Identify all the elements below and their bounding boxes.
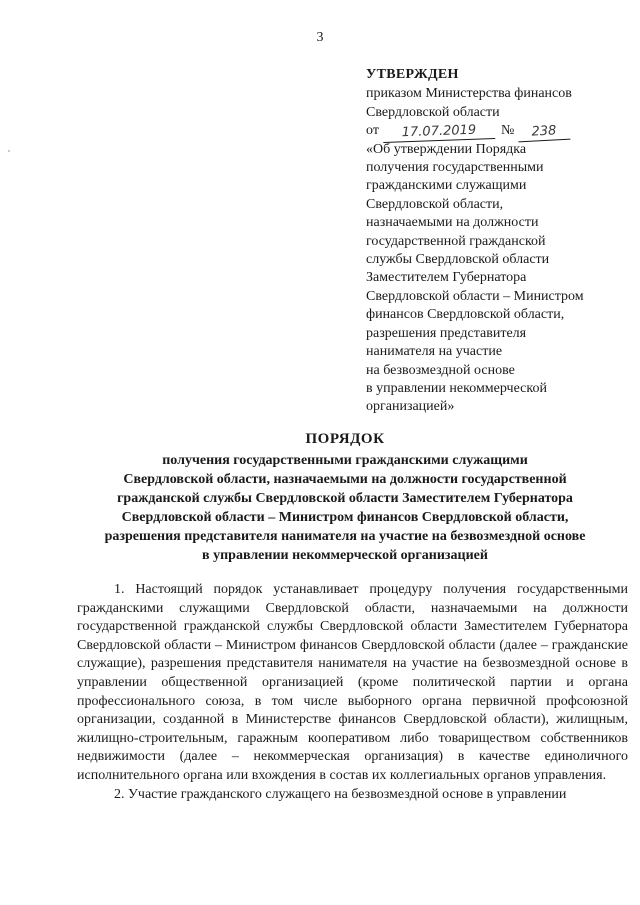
document-title [60, 430, 630, 565]
handwritten-date: 17.07.2019 [383, 122, 496, 143]
subject-line: назначаемыми на должности [366, 215, 539, 231]
document-title-line: получения государственными гражданскими служащими [162, 453, 528, 468]
subject-line: организацией» [366, 399, 455, 415]
subject-line: государственной гражданской [366, 233, 546, 249]
date-prefix: от [366, 123, 379, 139]
document-title-line: Свердловской области, назначаемыми на должности государственной [123, 472, 567, 487]
approval-order-line: приказом Министерства финансов [366, 86, 572, 102]
document-title-line: разрешения представителя нанимателя на участие на безвозмездной основе [104, 529, 586, 544]
subject-line: «Об утверждении Порядка [366, 141, 527, 157]
approval-heading: УТВЕРЖДЕН [366, 67, 459, 82]
paragraph-2: 2. Участие гражданского служащего на безвозмездной основе в управлении [114, 786, 567, 802]
document-title-line: гражданской службы Свердловской области Заместителем Губернатора [117, 491, 573, 506]
number-sign: № [500, 123, 515, 139]
handwritten-number: 238 [518, 122, 571, 142]
paragraph-1: 1. Настоящий порядок устанавливает процедуру получения государственными гражданскими служащими Свердловской области, назначаемыми на должности государственной гражданской службы Свердловской области Заместителем Губернатора Свердловской области – Министром финансов Свердловской области (далее – гражданские служащие), разрешения представителя нанимателя на участие на безвозмездной основе в управлении общественной организацией (кроме политической партии и органа профессионального союза, в том числе выборного органа первичной профсоюзной организации, созданной в Министерстве финансов Свердловской области), жилищным, жилищно-строительным, гаражным кооперативом либо товариществом собственников недвижимости (далее – некоммерческая организация) в качестве единоличного исполнительного органа или вхождения в состав их коллегиальных органов управления. [77, 582, 628, 783]
subject-line: службы Свердловской области [366, 252, 550, 268]
subject-line: разрешения представителя [366, 325, 527, 341]
subject-line: гражданскими служащими [366, 178, 527, 194]
page-number: 3 [316, 30, 324, 45]
scan-speck [8, 150, 10, 152]
subject-line: Свердловской области, [366, 196, 504, 212]
subject-line: получения государственными [366, 160, 544, 176]
subject-line: нанимателя на участие [366, 344, 503, 360]
document-body [77, 581, 628, 804]
subject-line: в управлении некоммерческой [366, 380, 547, 396]
document-title-line: в управлении некоммерческой организацией [202, 548, 488, 563]
subject-line: Заместителем Губернатора [366, 270, 527, 286]
document-title-line: Свердловской области – Министром финансов Свердловской области, [121, 510, 569, 525]
approval-stamp-block [366, 66, 628, 417]
approval-date-number-row [366, 122, 628, 140]
approval-region-line: Свердловской области [366, 104, 500, 120]
document-title-main: ПОРЯДОК [305, 431, 385, 447]
subject-line: на безвозмездной основе [366, 362, 515, 378]
subject-line: финансов Свердловской области, [366, 307, 565, 323]
subject-line: Свердловской области – Министром [366, 288, 584, 304]
